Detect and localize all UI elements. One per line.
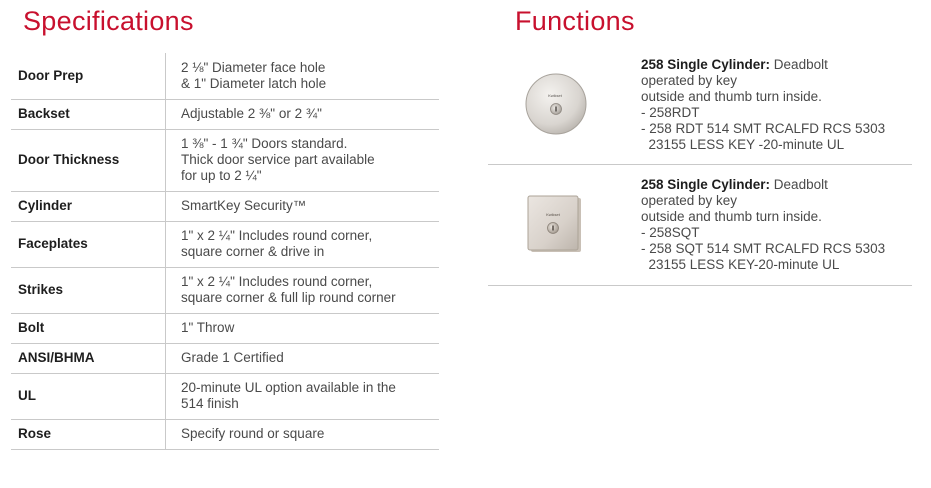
spec-row-strikes	[11, 267, 439, 313]
function-heading: 258 Single Cylinder:	[641, 177, 771, 192]
spec-label: Rose	[11, 419, 166, 449]
functions-heading: Functions	[515, 6, 635, 36]
spec-row-bolt	[11, 313, 439, 343]
spec-value	[166, 419, 440, 449]
round-deadbolt-icon	[524, 72, 588, 136]
spec-value	[166, 373, 440, 419]
spec-value-line: Thick door service part available	[181, 152, 375, 167]
spec-value-line: & 1" Diameter latch hole	[181, 75, 327, 91]
function-description	[641, 177, 885, 273]
function-line: - 258RDT	[641, 105, 700, 120]
spec-label: Backset	[11, 99, 166, 129]
spec-value	[166, 267, 440, 313]
function-line: outside and thumb turn inside.	[641, 89, 822, 104]
function-line: - 258 RDT 514 SMT RCALFD RCS 5303	[641, 121, 886, 136]
spec-value-line: square corner & full lip round corner	[181, 290, 396, 305]
spec-row-faceplates	[11, 221, 439, 267]
spec-value	[166, 313, 440, 343]
square-deadbolt-icon	[524, 194, 588, 258]
spec-value-line: square corner & drive in	[181, 244, 325, 259]
function-line: operated by key	[641, 73, 738, 88]
spec-label: Door Prep	[11, 53, 166, 99]
function-line: 23155 LESS KEY-20-minute UL	[641, 257, 840, 272]
spec-value-line: 1 ⅜" - 1 ¾" Doors standard.	[181, 136, 348, 151]
spec-row-ul	[11, 373, 439, 419]
spec-label: Faceplates	[11, 221, 166, 267]
logo-text: Kwikset	[548, 93, 562, 98]
spec-value-line: for up to 2 ¼"	[181, 168, 262, 183]
spec-label: Bolt	[11, 313, 166, 343]
spec-value	[166, 129, 440, 191]
logo-text: Kwikset	[546, 212, 560, 217]
function-line: - 258SQT	[641, 225, 700, 240]
function-line: outside and thumb turn inside.	[641, 209, 822, 224]
spec-value-line: SmartKey Security™	[181, 198, 307, 213]
function-item-square	[488, 170, 912, 286]
spec-label: Strikes	[11, 267, 166, 313]
spec-value-line: 1" Throw	[181, 320, 235, 335]
spec-value	[166, 53, 440, 99]
function-first-line	[641, 177, 885, 193]
function-line: 23155 LESS KEY -20-minute UL	[641, 137, 845, 152]
spec-row-rose	[11, 419, 439, 449]
square-deadbolt-image	[524, 194, 588, 263]
function-first-line-rest: Deadbolt	[770, 177, 828, 192]
specifications-table	[11, 53, 439, 450]
function-first-line-rest: Deadbolt	[770, 57, 828, 72]
spec-row-cylinder	[11, 191, 439, 221]
spec-row-door-thickness	[11, 129, 439, 191]
spec-value-line: Adjustable 2 ⅜" or 2 ¾"	[181, 106, 322, 121]
spec-value-line: 2 ⅛" Diameter face hole	[181, 59, 326, 75]
function-item-round	[488, 50, 912, 165]
function-heading: 258 Single Cylinder:	[641, 57, 771, 72]
spec-label: Door Thickness	[11, 129, 166, 191]
spec-value	[166, 343, 440, 373]
spec-value	[166, 99, 440, 129]
function-line: operated by key	[641, 193, 738, 208]
spec-label: ANSI/BHMA	[11, 343, 166, 373]
spec-row-door-prep	[11, 53, 439, 99]
function-first-line	[641, 57, 885, 73]
spec-value	[166, 221, 440, 267]
round-deadbolt-image	[524, 72, 588, 141]
spec-row-backset	[11, 99, 439, 129]
spec-value	[166, 191, 440, 221]
spec-label: UL	[11, 373, 166, 419]
function-description	[641, 57, 885, 153]
spec-value-line: Grade 1 Certified	[181, 350, 284, 365]
spec-value-line: Specify round or square	[181, 426, 325, 441]
spec-value-line: 20-minute UL option available in the	[181, 380, 396, 395]
spec-value-line: 1" x 2 ¼" Includes round corner,	[181, 274, 373, 289]
spec-value-line: 514 finish	[181, 396, 239, 411]
specifications-heading: Specifications	[23, 6, 194, 36]
spec-label: Cylinder	[11, 191, 166, 221]
function-line: - 258 SQT 514 SMT RCALFD RCS 5303	[641, 241, 886, 256]
spec-row-ansi-bhma	[11, 343, 439, 373]
spec-value-line: 1" x 2 ¼" Includes round corner,	[181, 228, 373, 243]
